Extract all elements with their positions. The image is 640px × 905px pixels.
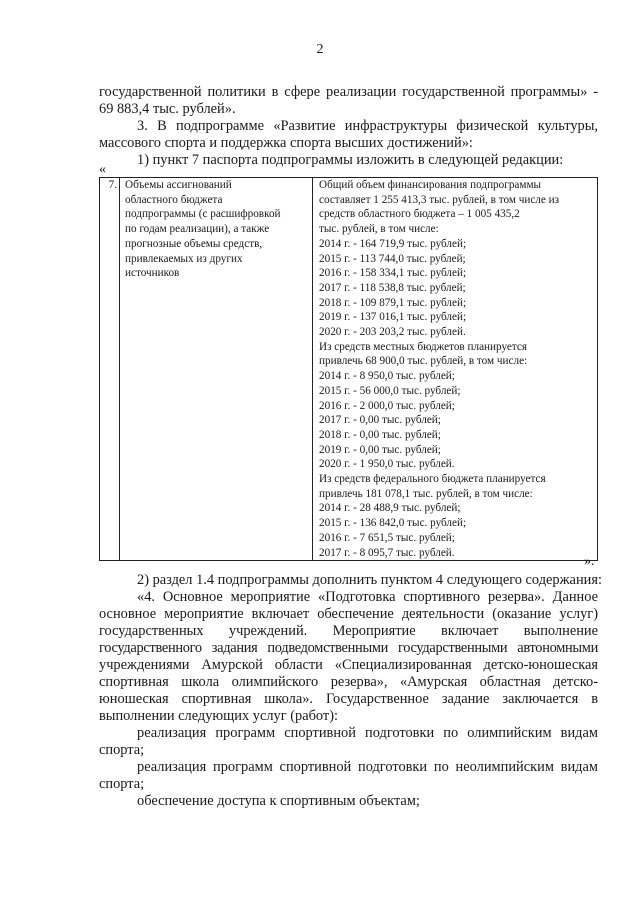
- value-line: Общий объем финансирования подпрограммы: [319, 179, 542, 191]
- value-line: 2015 г. - 136 842,0 тыс. рублей;: [319, 517, 467, 530]
- p4-line-8: выполнении следующих услуг (работ):: [99, 708, 338, 724]
- value-line: 2020 г. - 203 203,2 тыс. рублей.: [319, 326, 466, 339]
- value-line: привлечь 68 900,0 тыс. рублей, в том числе:: [319, 355, 528, 368]
- p4-line-4: государственного задания подведомственными государственными автономными: [99, 640, 598, 656]
- value-line: средств областного бюджета – 1 005 435,2: [319, 208, 520, 221]
- value-line: 2016 г. - 2 000,0 тыс. рублей;: [319, 399, 455, 412]
- value-line: 2019 г. - 0,00 тыс. рублей;: [319, 443, 441, 456]
- intro-line-2: 69 883,4 тыс. рублей».: [99, 101, 236, 117]
- p4-line-5: учреждениями Амурской области «Специализированная детско-юношеская: [99, 657, 598, 673]
- service-2-line-2: спорта;: [99, 776, 145, 792]
- service-2-line-1: реализация программ спортивной подготовки по неолимпийским видам: [137, 759, 598, 775]
- value-line: привлечь 181 078,1 тыс. рублей, в том числе:: [319, 487, 533, 500]
- name-line: подпрограммы (с расшифровкой: [125, 208, 281, 221]
- p4-line-6: спортивная школа олимпийского резерва», «Амурская областная детско-: [99, 674, 598, 690]
- value-line: 2018 г. - 109 879,1 тыс. рублей;: [319, 296, 467, 309]
- item3-line-1: 3. В подпрограмме «Развитие инфраструктуры физической культуры,: [137, 118, 598, 134]
- service-1-line-1: реализация программ спортивной подготовки по олимпийским видам: [137, 725, 598, 741]
- row-name-cell: [120, 178, 313, 561]
- value-line: 2018 г. - 0,00 тыс. рублей;: [319, 428, 441, 441]
- value-line: 2014 г. - 28 488,9 тыс. рублей;: [319, 502, 461, 515]
- value-line: 2014 г. - 164 719,9 тыс. рублей;: [319, 237, 467, 250]
- item3-line-2: массового спорта и поддержка спорта высших достижений»:: [99, 135, 473, 151]
- p4-line-1: «4. Основное мероприятие «Подготовка спортивного резерва». Данное: [137, 589, 598, 605]
- value-line: 2015 г. - 113 744,0 тыс. рублей;: [319, 252, 466, 265]
- intro-line-1: государственной политики в сфере реализации государственной программы» -: [99, 84, 598, 100]
- table-row: [100, 178, 598, 561]
- p4-line-2: основное мероприятие включает обеспечение деятельности (оказание услуг): [99, 606, 598, 622]
- value-line: 2017 г. - 118 538,8 тыс. рублей;: [319, 281, 466, 294]
- value-line: 2016 г. - 158 334,1 тыс. рублей;: [319, 267, 467, 280]
- name-line: прогнозные объемы средств,: [125, 237, 263, 250]
- value-line: 2015 г. - 56 000,0 тыс. рублей;: [319, 384, 461, 397]
- value-line: составляет 1 255 413,3 тыс. рублей, в том числе из: [319, 193, 560, 206]
- item3-sub1: 1) пункт 7 паспорта подпрограммы изложить в следующей редакции:: [137, 152, 564, 168]
- value-line: 2016 г. - 7 651,5 тыс. рублей;: [319, 531, 455, 544]
- value-line: 2017 г. - 0,00 тыс. рублей;: [319, 414, 441, 427]
- row-number: 7.: [108, 179, 117, 191]
- close-quote: ».: [584, 554, 595, 569]
- passport-table: [99, 177, 598, 561]
- open-quote: «: [99, 162, 106, 177]
- value-line: 2017 г. - 8 095,7 тыс. рублей.: [319, 546, 455, 559]
- row-number-cell: [100, 178, 120, 561]
- value-line: 2014 г. - 8 950,0 тыс. рублей;: [319, 370, 455, 383]
- service-3-line: обеспечение доступа к спортивным объектам;: [137, 793, 420, 809]
- value-line: 2020 г. - 1 950,0 тыс. рублей.: [319, 458, 455, 471]
- name-line: привлекаемых из других: [125, 252, 243, 265]
- name-line: областного бюджета: [125, 193, 223, 206]
- value-line: 2019 г. - 137 016,1 тыс. рублей;: [319, 311, 467, 324]
- sub2-line: 2) раздел 1.4 подпрограммы дополнить пунктом 4 следующего содержания:: [137, 572, 602, 588]
- p4-line-7: юношеская спортивная школа». Государственное задание заключается в: [99, 691, 598, 707]
- p4-line-3: государственных учреждений. Мероприятие включает выполнение: [99, 623, 598, 639]
- value-line: Из средств федерального бюджета планируется: [319, 473, 546, 486]
- name-line: источников: [125, 267, 180, 280]
- row-value-cell: [313, 178, 598, 561]
- service-1-line-2: спорта;: [99, 742, 145, 758]
- name-line: Объемы ассигнований: [125, 179, 232, 191]
- value-line: Из средств местных бюджетов планируется: [319, 340, 528, 353]
- page-number: 2: [316, 42, 324, 57]
- value-line: тыс. рублей, в том числе:: [319, 223, 439, 236]
- name-line: по годам реализации), а также: [125, 223, 270, 236]
